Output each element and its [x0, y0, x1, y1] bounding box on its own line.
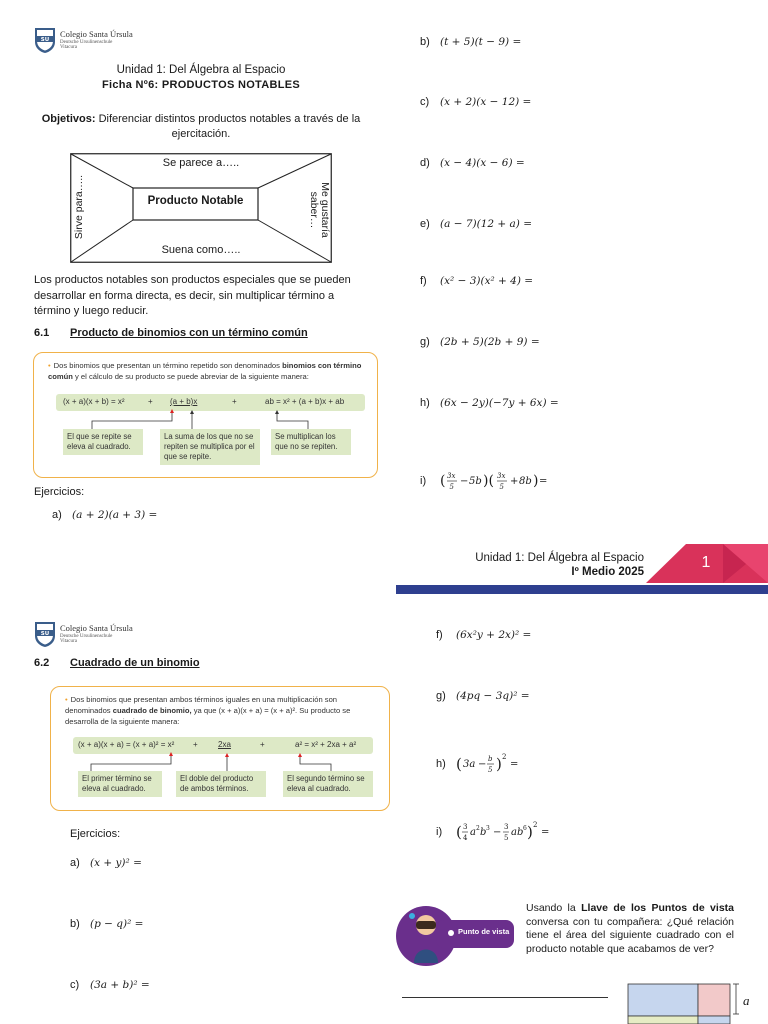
exercise-label: c) — [420, 96, 430, 108]
exercise-expression: (a − 7)(12 + a) = — [440, 218, 533, 230]
svg-text:): ) — [527, 823, 533, 841]
school-name: Colegio Santa Úrsula — [60, 623, 133, 634]
exercise-label: b) — [420, 36, 430, 48]
exercise-expression: (x − 4)(x − 6) = — [440, 157, 525, 169]
answer-line — [402, 997, 608, 998]
unit-title: Unidad 1: Del Álgebra al Espacio — [116, 64, 286, 76]
diagram-right: Me gustaría saber… — [308, 182, 331, 238]
svg-text:+: + — [510, 476, 519, 487]
section-title: Cuadrado de un binomio — [70, 657, 200, 669]
footer-unit: Unidad 1: Del Álgebra al Espacio — [475, 552, 644, 564]
section-number: 6.1 — [34, 327, 50, 339]
bullet-icon: • — [65, 695, 68, 704]
exercise-h-expression — [456, 752, 536, 776]
diagram-bottom: Suena como….. — [161, 244, 241, 256]
ficha-title: Ficha Nº6: PRODUCTOS NOTABLES — [101, 79, 301, 91]
exercise-i-expression — [456, 820, 566, 844]
formula-part-2: (a + b)x — [170, 397, 198, 406]
diagram-center: Producto Notable — [147, 195, 244, 207]
svg-text:b: b — [480, 827, 487, 838]
box-intro: • Dos binomios que presentan un término repetido son denominados binomios con término común y el cálculo de su producto se puede abreviar de la siguiente manera: — [48, 361, 362, 381]
svg-text:5: 5 — [499, 483, 504, 491]
formula-part-3: ab = x² + (a + b)x + ab — [265, 397, 345, 406]
exercise-label: a) — [70, 857, 80, 869]
svg-text:=: = — [510, 759, 519, 770]
note-first-term: El primer término se eleva al cuadrado. — [78, 771, 162, 797]
svg-text:5: 5 — [488, 766, 493, 774]
exercise-b — [70, 918, 143, 930]
exercise-label: f) — [420, 275, 427, 287]
formula-part-2: 2xa — [218, 740, 231, 749]
exercise-label: i) — [420, 475, 427, 487]
exercise-label: d) — [420, 157, 430, 169]
objetivos-label: Objetivos: — [41, 113, 96, 125]
formula-part-1: (x + a)(x + b) = x² — [63, 397, 125, 406]
school-subtitle: Deutsche Ursulinenschule — [60, 633, 113, 639]
school-crest-icon — [34, 26, 56, 54]
svg-text:3x: 3x — [447, 472, 456, 480]
concept-box-6-2 — [50, 686, 390, 811]
exercise-expression: (x + 2)(x − 12) = — [440, 96, 532, 108]
punto-de-vista-label: Punto de vista — [458, 927, 510, 936]
page-number: 1 — [701, 554, 711, 571]
exercise-expression: (a + 2)(a + 3) = — [72, 509, 158, 521]
exercise-label: h) — [436, 758, 446, 770]
formula-part-1: (x + a)(x + a) = (x + a)² = x² — [78, 740, 175, 749]
school-name: Colegio Santa Úrsula — [60, 29, 133, 40]
svg-text:(: ( — [456, 755, 462, 773]
svg-text:−: − — [493, 827, 502, 838]
school-logo-page2 — [34, 620, 133, 648]
diagram-top: Se parece a….. — [162, 157, 240, 169]
exercise-d — [420, 157, 525, 169]
exercise-label: f) — [436, 629, 443, 641]
exercise-expression: (4pq − 3q)² = — [456, 690, 530, 702]
svg-text:=: = — [539, 476, 548, 487]
objetivos — [31, 112, 371, 142]
exercise-expression: (t + 5)(t − 9) = — [440, 36, 522, 48]
footer-level: Iº Medio 2025 — [571, 566, 644, 578]
punto-de-vista-text: Usando la Llave de los Puntos de vista conversa con tu compañera: ¿Qué relación tiene el área del siguiente cuadrado con el producto notable que acabamos de ver? — [526, 902, 734, 955]
exercise-e — [420, 218, 532, 230]
school-location: Vitacura — [60, 638, 77, 644]
svg-text:(: ( — [440, 473, 446, 489]
exercise-label: c) — [70, 979, 80, 991]
plus-sign-1: + — [193, 740, 198, 749]
concept-box-6-1 — [33, 352, 378, 478]
svg-text:)(: )( — [483, 473, 494, 489]
producto-notable-diagram — [70, 153, 332, 263]
svg-text:3: 3 — [463, 823, 468, 831]
punto-de-vista-key-icon — [396, 903, 518, 969]
ejercicios-label: Ejercicios: — [70, 828, 121, 840]
exercise-h — [436, 752, 536, 776]
exercise-a — [70, 857, 142, 869]
school-location: Vitacura — [60, 44, 77, 50]
exercise-i — [420, 470, 560, 492]
school-logo — [34, 26, 133, 54]
plus-sign-2: + — [260, 740, 265, 749]
exercise-expression: (x + y)² = — [90, 857, 142, 869]
exercise-i-expression — [440, 470, 560, 492]
diagram-left: Sirve para….. — [73, 174, 85, 240]
svg-text:b: b — [488, 755, 493, 763]
svg-text:2: 2 — [476, 825, 480, 832]
svg-text:2: 2 — [533, 821, 538, 829]
exercise-expression: (3a + b)² = — [90, 979, 150, 991]
exercise-expression: (6x²y + 2x)² = — [456, 629, 532, 641]
svg-text:): ) — [496, 755, 502, 773]
exercise-label: b) — [70, 918, 80, 930]
exercise-g — [436, 690, 530, 702]
square-area-figure — [624, 980, 760, 1024]
svg-text:3a: 3a — [463, 759, 476, 770]
exercise-expression: (p − q)² = — [90, 918, 144, 930]
note-repeated-term: El que se repite se eleva al cuadrado. — [63, 429, 143, 455]
svg-text:6: 6 — [523, 825, 527, 832]
bullet-icon: • — [48, 361, 51, 370]
svg-text:ab: ab — [511, 827, 524, 838]
intro-paragraph: Los productos notables son productos especiales que se pueden desarrollar en forma directa, es decir, sin multiplicar término a término y luego reducir. — [34, 274, 351, 317]
exercise-label: h) — [420, 397, 430, 409]
svg-text:3: 3 — [504, 823, 509, 831]
school-subtitle: Deutsche Ursulinenschule — [60, 39, 113, 45]
formula-part-3: a² = x² + 2xa + a² — [295, 740, 357, 749]
exercise-i — [436, 820, 566, 844]
punto-de-vista-badge — [396, 903, 518, 969]
exercise-h — [420, 397, 559, 409]
exercise-c — [70, 979, 150, 991]
objetivos-text: Diferenciar distintos productos notables a través de la ejercitación. — [95, 113, 361, 140]
svg-text:): ) — [533, 473, 539, 489]
svg-text:3x: 3x — [497, 472, 506, 480]
exercise-label: a) — [52, 509, 62, 521]
exercise-f — [420, 275, 533, 287]
exercise-expression: (x² − 3)(x² + 4) = — [440, 275, 534, 287]
section-6-2-heading — [34, 657, 200, 669]
svg-text:5: 5 — [449, 483, 454, 491]
crest-letters: SU — [40, 631, 50, 637]
plus-sign-2: + — [232, 397, 237, 406]
crest-letters: SU — [40, 37, 50, 43]
ejercicios-label: Ejercicios: — [34, 486, 85, 498]
section-6-1-heading — [34, 327, 308, 339]
box-intro: • Dos binomios que presentan ambos términos iguales en una multiplicación son denominados cuadrado de binomio, ya que (x + a)(x + a) = (x + a)². Su producto se desarrolla de la siguiente manera: — [65, 695, 351, 726]
svg-text:(: ( — [456, 823, 462, 841]
side-label-a: a — [743, 993, 750, 1008]
note-second-term: El segundo término se eleva al cuadrado. — [283, 771, 373, 797]
exercise-label: g) — [420, 336, 430, 348]
svg-text:8b: 8b — [519, 476, 532, 487]
svg-text:2: 2 — [502, 753, 507, 761]
svg-text:5b: 5b — [469, 476, 482, 487]
svg-text:4: 4 — [463, 834, 468, 842]
note-product-term: Se multiplican los que no se repiten. — [271, 429, 351, 455]
section-number: 6.2 — [34, 657, 50, 669]
exercise-c — [420, 96, 531, 108]
plus-sign-1: + — [148, 397, 153, 406]
exercise-label: g) — [436, 690, 446, 702]
svg-text:5: 5 — [504, 834, 509, 842]
exercise-expression: (6x − 2y)(−7y + 6x) = — [440, 397, 559, 409]
svg-text:−: − — [478, 759, 487, 770]
exercise-label: i) — [436, 826, 443, 838]
exercise-a — [52, 509, 157, 521]
school-crest-icon — [34, 620, 56, 648]
svg-text:3: 3 — [486, 825, 490, 832]
note-sum-term: La suma de los que no se repiten se multiplica por el que se repite. — [160, 429, 260, 465]
box-connectors — [34, 409, 379, 431]
exercise-expression: (2b + 5)(2b + 9) = — [440, 336, 540, 348]
note-double-product: El doble del producto de ambos términos. — [176, 771, 266, 797]
svg-text:=: = — [541, 827, 550, 838]
svg-text:−: − — [460, 476, 469, 487]
svg-text:a: a — [470, 827, 476, 838]
section-title: Producto de binomios con un término común — [70, 327, 308, 339]
exercise-label: e) — [420, 218, 430, 230]
exercise-g — [420, 336, 540, 348]
exercise-b — [420, 36, 521, 48]
exercise-f — [436, 629, 531, 641]
